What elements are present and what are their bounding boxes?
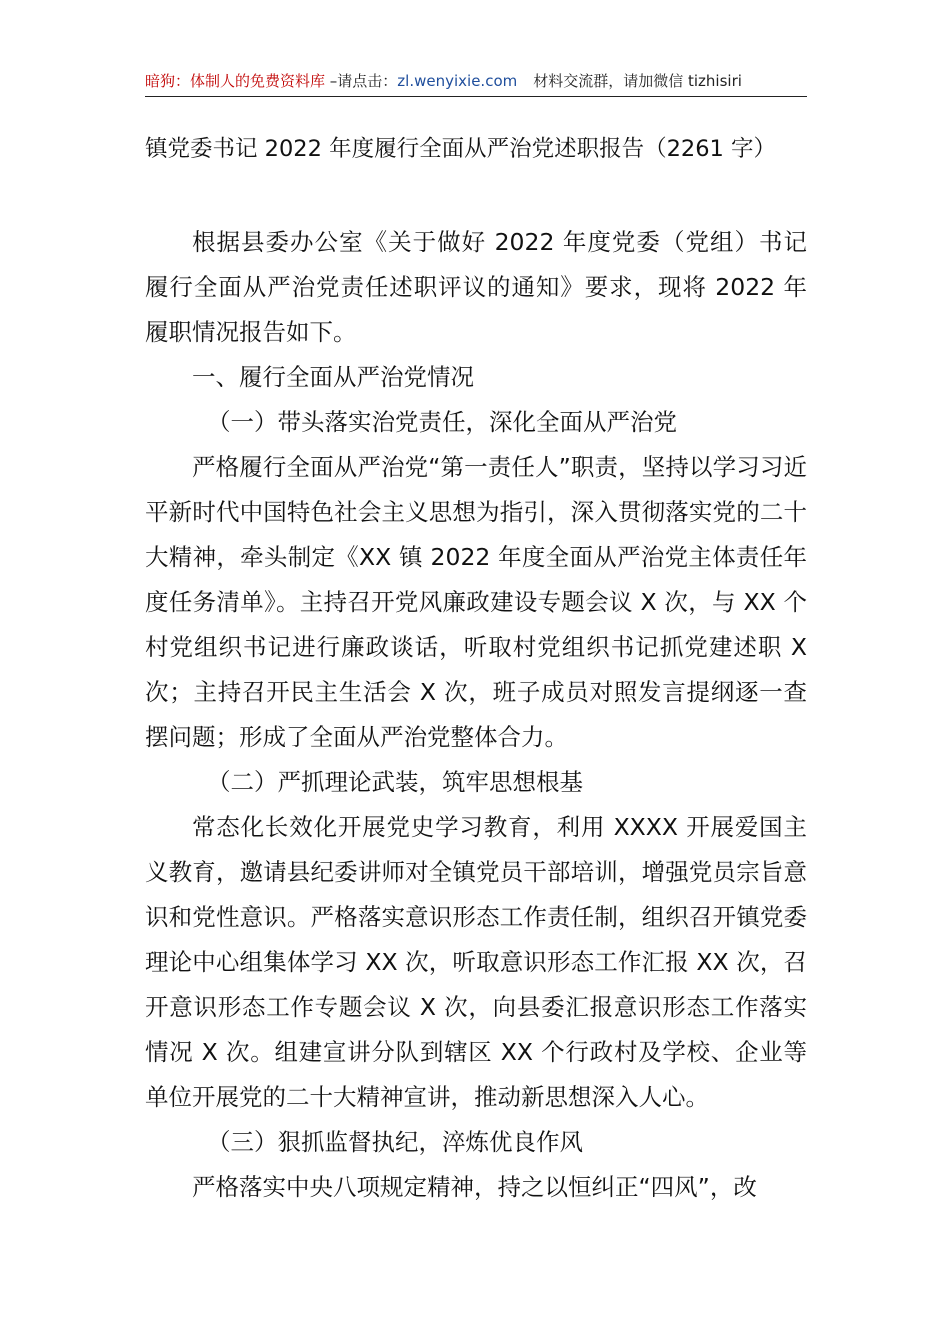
subsection-heading-3: （三）狠抓监督执纪，淬炼优良作风	[207, 1128, 583, 1156]
section-heading-1: 一、履行全面从严治党情况	[192, 363, 474, 391]
subsection-paragraph-3: 严格落实中央八项规定精神，持之以恒纠正“四风”，改	[192, 1173, 757, 1201]
subsection-paragraph-2: 常态化长效化开展党史学习教育，利用 XXXX 开展爱国主义教育，邀请县纪委讲师对全镇党员干部培训，增强党员宗旨意识和党性意识。严格落实意识形态工作责任制，组织召开镇党委理论中心组集体学习 XX 次，听取意识形态工作汇报 XX 次，召开意识形态工作专题会议 X 次，向县委汇报意识形态工作落实情况 X 次。组建宣讲分队到辖区 XX 个行政村及学校、企业等单位开展党的二十大精神宣讲，推动新思想深入人心。	[145, 813, 807, 1111]
subsection-paragraph-1: 严格履行全面从严治党“第一责任人”职责，坚持以学习习近平新时代中国特色社会主义思想为指引，深入贯彻落实党的二十大精神，牵头制定《XX 镇 2022 年度全面从严治党主体责任年度任务清单》。主持召开党风廉政建设专题会议 X 次，与 XX 个村党组织书记进行廉政谈话，听取村党组织书记抓党建述职 X 次；主持召开民主生活会 X 次，班子成员对照发言提纲逐一查摆问题；形成了全面从严治党整体合力。	[145, 453, 807, 751]
header-click-text: –请点击：	[325, 72, 398, 90]
header-group-text: 材料交流群，请加微信 tizhisiri	[533, 72, 742, 90]
intro-paragraph: 根据县委办公室《关于做好 2022 年度党委（党组）书记履行全面从严治党责任述职评议的通知》要求，现将 2022 年履职情况报告如下。	[145, 228, 807, 346]
document-body	[145, 220, 807, 1210]
page-header	[145, 70, 807, 97]
subsection-heading-1: （一）带头落实治党责任，深化全面从严治党	[207, 408, 677, 436]
header-promo-text: 暗狗：体制人的免费资料库	[145, 72, 326, 90]
document-title: 镇党委书记 2022 年度履行全面从严治党述职报告（2261 字）	[145, 136, 776, 162]
header-url-link[interactable]: zl.wenyixie.com	[397, 72, 518, 90]
subsection-heading-2: （二）严抓理论武装，筑牢思想根基	[207, 768, 583, 796]
